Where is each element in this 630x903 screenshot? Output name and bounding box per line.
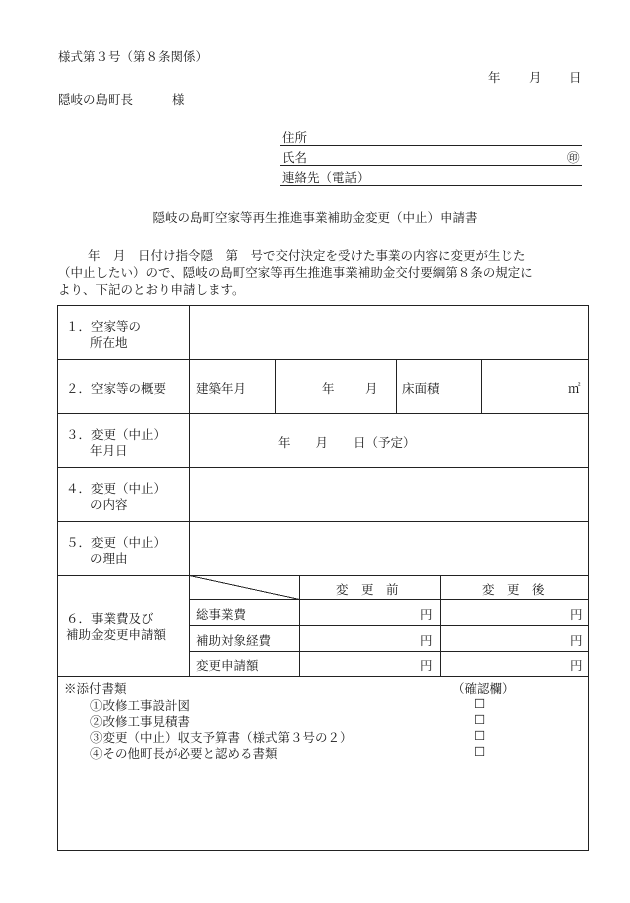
change-reason-field[interactable]	[190, 522, 588, 575]
address-label: 住所	[282, 130, 308, 145]
check-column-heading: （確認欄）	[452, 681, 515, 696]
row1-label-line2: 所在地	[90, 335, 128, 350]
col-header-after: 変 更 後	[482, 582, 545, 597]
row4-label-line2: の内容	[90, 497, 128, 512]
date-day-label: 日	[569, 70, 582, 85]
attachment-checkbox-2[interactable]: ☐	[474, 712, 486, 727]
attachment-checkbox-3[interactable]: ☐	[474, 728, 486, 743]
contact-label: 連絡先（電話）	[282, 170, 370, 185]
attachment-item-2: ②改修工事見積書	[90, 714, 191, 729]
location-field[interactable]	[190, 306, 588, 359]
col-header-before: 変 更 前	[336, 582, 399, 597]
seal-icon: ㊞	[567, 150, 580, 165]
built-month-label: 月	[365, 381, 378, 396]
row6-label-line1: ６．事業費及び	[66, 611, 154, 626]
addressee-suffix: 様	[172, 92, 185, 107]
change-content-field[interactable]	[190, 468, 588, 521]
total-cost-after-unit: 円	[570, 607, 583, 622]
row5-label-line2: の理由	[90, 551, 128, 566]
eligible-cost-after-unit: 円	[570, 633, 583, 648]
requested-amount-label: 変更申請額	[196, 658, 259, 673]
attachment-item-1: ①改修工事設計図	[90, 698, 191, 713]
body-line-3: より、下記のとおり申請します。	[58, 282, 245, 297]
built-label: 建築年月	[196, 381, 247, 396]
document-title: 隠岐の島町空家等再生推進事業補助金変更（中止）申請書	[152, 210, 478, 225]
row4-label-line1: ４．変更（中止）	[66, 481, 167, 496]
form-number: 様式第３号（第８条関係）	[58, 49, 209, 64]
body-line-2: （中止したい）ので、隠岐の島町空家等再生推進事業補助金交付要綱第８条の規定に	[58, 265, 533, 280]
attachment-item-4: ④その他町長が必要と認める書類	[90, 746, 278, 761]
total-cost-before-unit: 円	[420, 607, 433, 622]
floor-area-label: 床面積	[402, 381, 440, 396]
addressee: 隠岐の島町長	[58, 92, 134, 107]
built-year-label: 年	[322, 381, 335, 396]
row6-label-line2: 補助金変更申請額	[66, 627, 167, 642]
change-date-value: 年 月 日（予定）	[278, 435, 416, 450]
eligible-cost-before-unit: 円	[420, 633, 433, 648]
total-cost-label: 総事業費	[196, 607, 247, 622]
attachments-heading: ※添付書類	[64, 681, 127, 696]
row2-label: ２．空家等の概要	[66, 381, 167, 396]
eligible-cost-label: 補助対象経費	[196, 633, 272, 648]
date-year-label: 年	[488, 70, 501, 85]
row3-label-line1: ３．変更（中止）	[66, 427, 167, 442]
row1-label-line1: １．空家等の	[66, 319, 142, 334]
row3-label-line2: 年月日	[90, 443, 128, 458]
attachment-checkbox-4[interactable]: ☐	[474, 744, 486, 759]
requested-amount-before-unit: 円	[420, 658, 433, 673]
floor-area-unit: ㎡	[568, 381, 581, 396]
attachment-item-3: ③変更（中止）収支予算書（様式第３号の２）	[90, 730, 353, 745]
row5-label-line1: ５．変更（中止）	[66, 535, 167, 550]
name-label: 氏名	[282, 150, 308, 165]
body-line-1: 年 月 日付け指令隠 第 号で交付決定を受けた事業の内容に変更が生じた	[88, 248, 526, 263]
date-month-label: 月	[529, 70, 542, 85]
attachment-checkbox-1[interactable]: ☐	[474, 696, 486, 711]
requested-amount-after-unit: 円	[570, 658, 583, 673]
